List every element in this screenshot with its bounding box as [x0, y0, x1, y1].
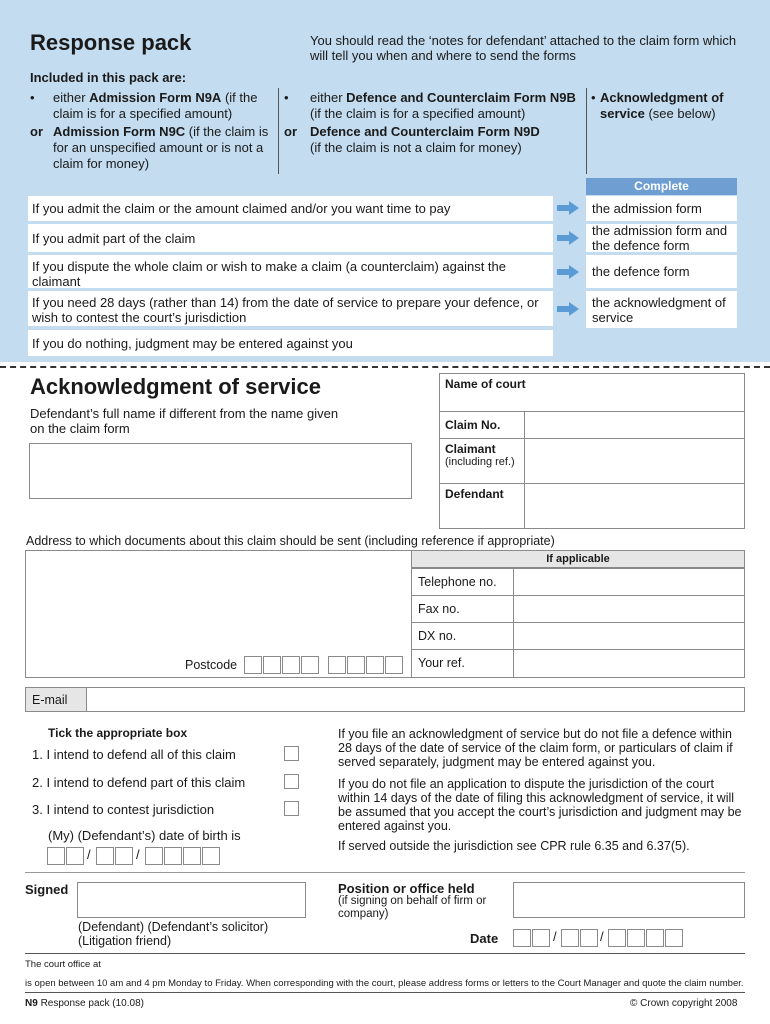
digit-box[interactable]	[183, 847, 201, 865]
arrow-right-icon	[557, 265, 579, 279]
guide-row-form: the acknowledgment of service	[586, 291, 737, 328]
postcode-char-box[interactable]	[263, 656, 281, 674]
digit-box[interactable]	[202, 847, 220, 865]
option-defend-all-label: 1. I intend to defend all of this claim	[32, 747, 236, 762]
postcode-char-box[interactable]	[347, 656, 365, 674]
defendant-name-label: Defendant’s full name if different from the name given on the claim form	[30, 406, 339, 436]
or-label: or	[30, 124, 43, 139]
position-sub-label: (if signing on behalf of firm or company)	[338, 895, 487, 920]
bullet: •	[591, 90, 596, 105]
dob-label: (My) (Defendant’s) date of birth is	[48, 828, 241, 843]
sign-date-year[interactable]	[608, 929, 684, 947]
pack-item-n9c: Admission Form N9C (if the claim is for an unspecified amount or is not a claim for money)	[53, 124, 269, 171]
your-ref-label: Your ref.	[411, 649, 514, 678]
digit-box[interactable]	[561, 929, 579, 947]
guide-row-form: the defence form	[586, 255, 737, 288]
dob-day[interactable]	[47, 847, 85, 865]
guide-row-nothing: If you do nothing, judgment may be entered against you	[28, 330, 553, 356]
defendant-label: Defendant	[445, 487, 504, 501]
dx-field[interactable]	[513, 622, 745, 650]
pack-item-n9b: either Defence and Counterclaim Form N9B (if the claim is for a specified amount)	[310, 90, 576, 121]
sign-date-day[interactable]	[513, 929, 551, 947]
digit-box[interactable]	[646, 929, 664, 947]
copyright: © Crown copyright 2008	[630, 998, 738, 1009]
date-label: Date	[470, 931, 499, 946]
signed-label: Signed	[25, 882, 69, 897]
digit-box[interactable]	[665, 929, 683, 947]
dob-year[interactable]	[145, 847, 221, 865]
bullet: •	[284, 90, 289, 105]
divider	[439, 438, 745, 439]
email-label: E-mail	[25, 687, 87, 712]
guide-row-situation: If you admit the claim or the amount claimed and/or you want time to pay	[28, 196, 553, 221]
included-label: Included in this pack are:	[30, 70, 187, 85]
guide-row-situation: If you need 28 days (rather than 14) from the date of service to prepare your defence, or wish to contest the court’s jurisdiction	[28, 291, 553, 326]
bullet: •	[30, 90, 35, 105]
pack-item-acknowledgment: Acknowledgment of service (see below)	[600, 90, 724, 121]
if-applicable-header: If applicable	[411, 550, 745, 568]
ack-title: Acknowledgment of service	[30, 374, 321, 399]
tick-heading: Tick the appropriate box	[48, 726, 188, 740]
postcode-part-1[interactable]	[244, 656, 320, 674]
claimant-field[interactable]	[526, 440, 743, 482]
dob-month[interactable]	[96, 847, 134, 865]
postcode-char-box[interactable]	[244, 656, 262, 674]
divider	[25, 953, 745, 954]
claimant-sub-label: (including ref.)	[445, 456, 515, 468]
defend-all-checkbox[interactable]	[284, 746, 299, 761]
page-title: Response pack	[30, 30, 192, 55]
note-jurisdiction: If you do not file an application to dispute the jurisdiction of the court within 14 days of the date of filing this acknowledgment of service, it will be assumed that you accept the court’s jurisdiction and judgment may be entered against you.	[338, 777, 742, 833]
divider	[25, 992, 745, 993]
postcode-char-box[interactable]	[366, 656, 384, 674]
postcode-label: Postcode	[185, 658, 238, 672]
postcode-char-box[interactable]	[328, 656, 346, 674]
option-contest-label: 3. I intend to contest jurisdiction	[32, 802, 215, 817]
divider	[439, 411, 745, 412]
sign-date-month[interactable]	[561, 929, 599, 947]
defend-part-checkbox[interactable]	[284, 774, 299, 789]
position-label: Position or office held	[338, 881, 475, 896]
postcode-char-box[interactable]	[282, 656, 300, 674]
arrow-right-icon	[557, 201, 579, 215]
claimant-label: Claimant	[445, 442, 496, 456]
signer-role-label: (Defendant) (Defendant’s solicitor) (Litigation friend)	[78, 920, 269, 948]
option-defend-part-label: 2. I intend to defend part of this claim	[32, 775, 246, 790]
arrow-right-icon	[557, 302, 579, 316]
email-field[interactable]	[86, 687, 745, 712]
form-code: N9 Response pack (10.08)	[25, 998, 144, 1009]
arrow-right-icon	[557, 231, 579, 245]
digit-box[interactable]	[145, 847, 163, 865]
guide-row-situation: If you dispute the whole claim or wish to make a claim (a counterclaim) against the claimant	[28, 255, 553, 288]
your-ref-field[interactable]	[513, 649, 745, 678]
divider	[25, 872, 745, 873]
digit-box[interactable]	[532, 929, 550, 947]
column-divider	[586, 88, 587, 174]
note-outside-jurisdiction: If served outside the jurisdiction see CPR rule 6.35 and 6.37(5).	[338, 839, 690, 853]
tear-line	[0, 366, 770, 368]
digit-box[interactable]	[513, 929, 531, 947]
postcode-part-2[interactable]	[328, 656, 404, 674]
date-slash: /	[553, 929, 557, 944]
guide-row-form: the admission form and the defence form	[586, 224, 737, 252]
digit-box[interactable]	[47, 847, 65, 865]
digit-box[interactable]	[96, 847, 114, 865]
defendant-field[interactable]	[526, 485, 743, 527]
header-note: You should read the ‘notes for defendant’ attached to the claim form which will tell you when and where to send the forms	[310, 33, 737, 63]
fax-label: Fax no.	[411, 595, 514, 623]
dx-label: DX no.	[411, 622, 514, 650]
claim-no-label: Claim No.	[445, 418, 501, 432]
signature-field[interactable]	[77, 882, 306, 918]
digit-box[interactable]	[164, 847, 182, 865]
claim-no-field[interactable]	[526, 413, 743, 437]
digit-box[interactable]	[608, 929, 626, 947]
complete-header: Complete	[586, 178, 737, 195]
telephone-label: Telephone no.	[411, 568, 514, 596]
date-slash: /	[600, 929, 604, 944]
digit-box[interactable]	[627, 929, 645, 947]
or-label: or	[284, 124, 297, 139]
date-slash: /	[136, 847, 140, 862]
divider	[439, 483, 745, 484]
pack-item-n9d: Defence and Counterclaim Form N9D (if the claim is not a claim for money)	[310, 124, 540, 155]
opening-hours-note: is open between 10 am and 4 pm Monday to Friday. When corresponding with the court, please address forms or letters to the Court Manager and quote the claim number.	[25, 978, 744, 989]
pack-item-n9a: either Admission Form N9A (if the claim is for a specified amount)	[53, 90, 258, 121]
name-of-court-label: Name of court	[445, 377, 526, 391]
telephone-field[interactable]	[513, 568, 745, 596]
postcode-char-box[interactable]	[385, 656, 403, 674]
date-slash: /	[87, 847, 91, 862]
divider	[524, 411, 525, 529]
note-defence: If you file an acknowledgment of service but do not file a defence within 28 days of the date of service of the claim form, or particulars of claim if served separately, judgment may be entered against you.	[338, 727, 733, 769]
postcode-char-box[interactable]	[301, 656, 319, 674]
address-label: Address to which documents about this claim should be sent (including reference if appropriate)	[26, 534, 555, 548]
contest-jurisdiction-checkbox[interactable]	[284, 801, 299, 816]
column-divider	[278, 88, 279, 174]
guide-row-form: the admission form	[586, 196, 737, 221]
position-field[interactable]	[513, 882, 745, 918]
guide-row-situation: If you admit part of the claim	[28, 224, 553, 252]
defendant-name-field[interactable]	[29, 443, 412, 499]
fax-field[interactable]	[513, 595, 745, 623]
court-office-label: The court office at	[25, 959, 101, 970]
digit-box[interactable]	[66, 847, 84, 865]
digit-box[interactable]	[580, 929, 598, 947]
digit-box[interactable]	[115, 847, 133, 865]
